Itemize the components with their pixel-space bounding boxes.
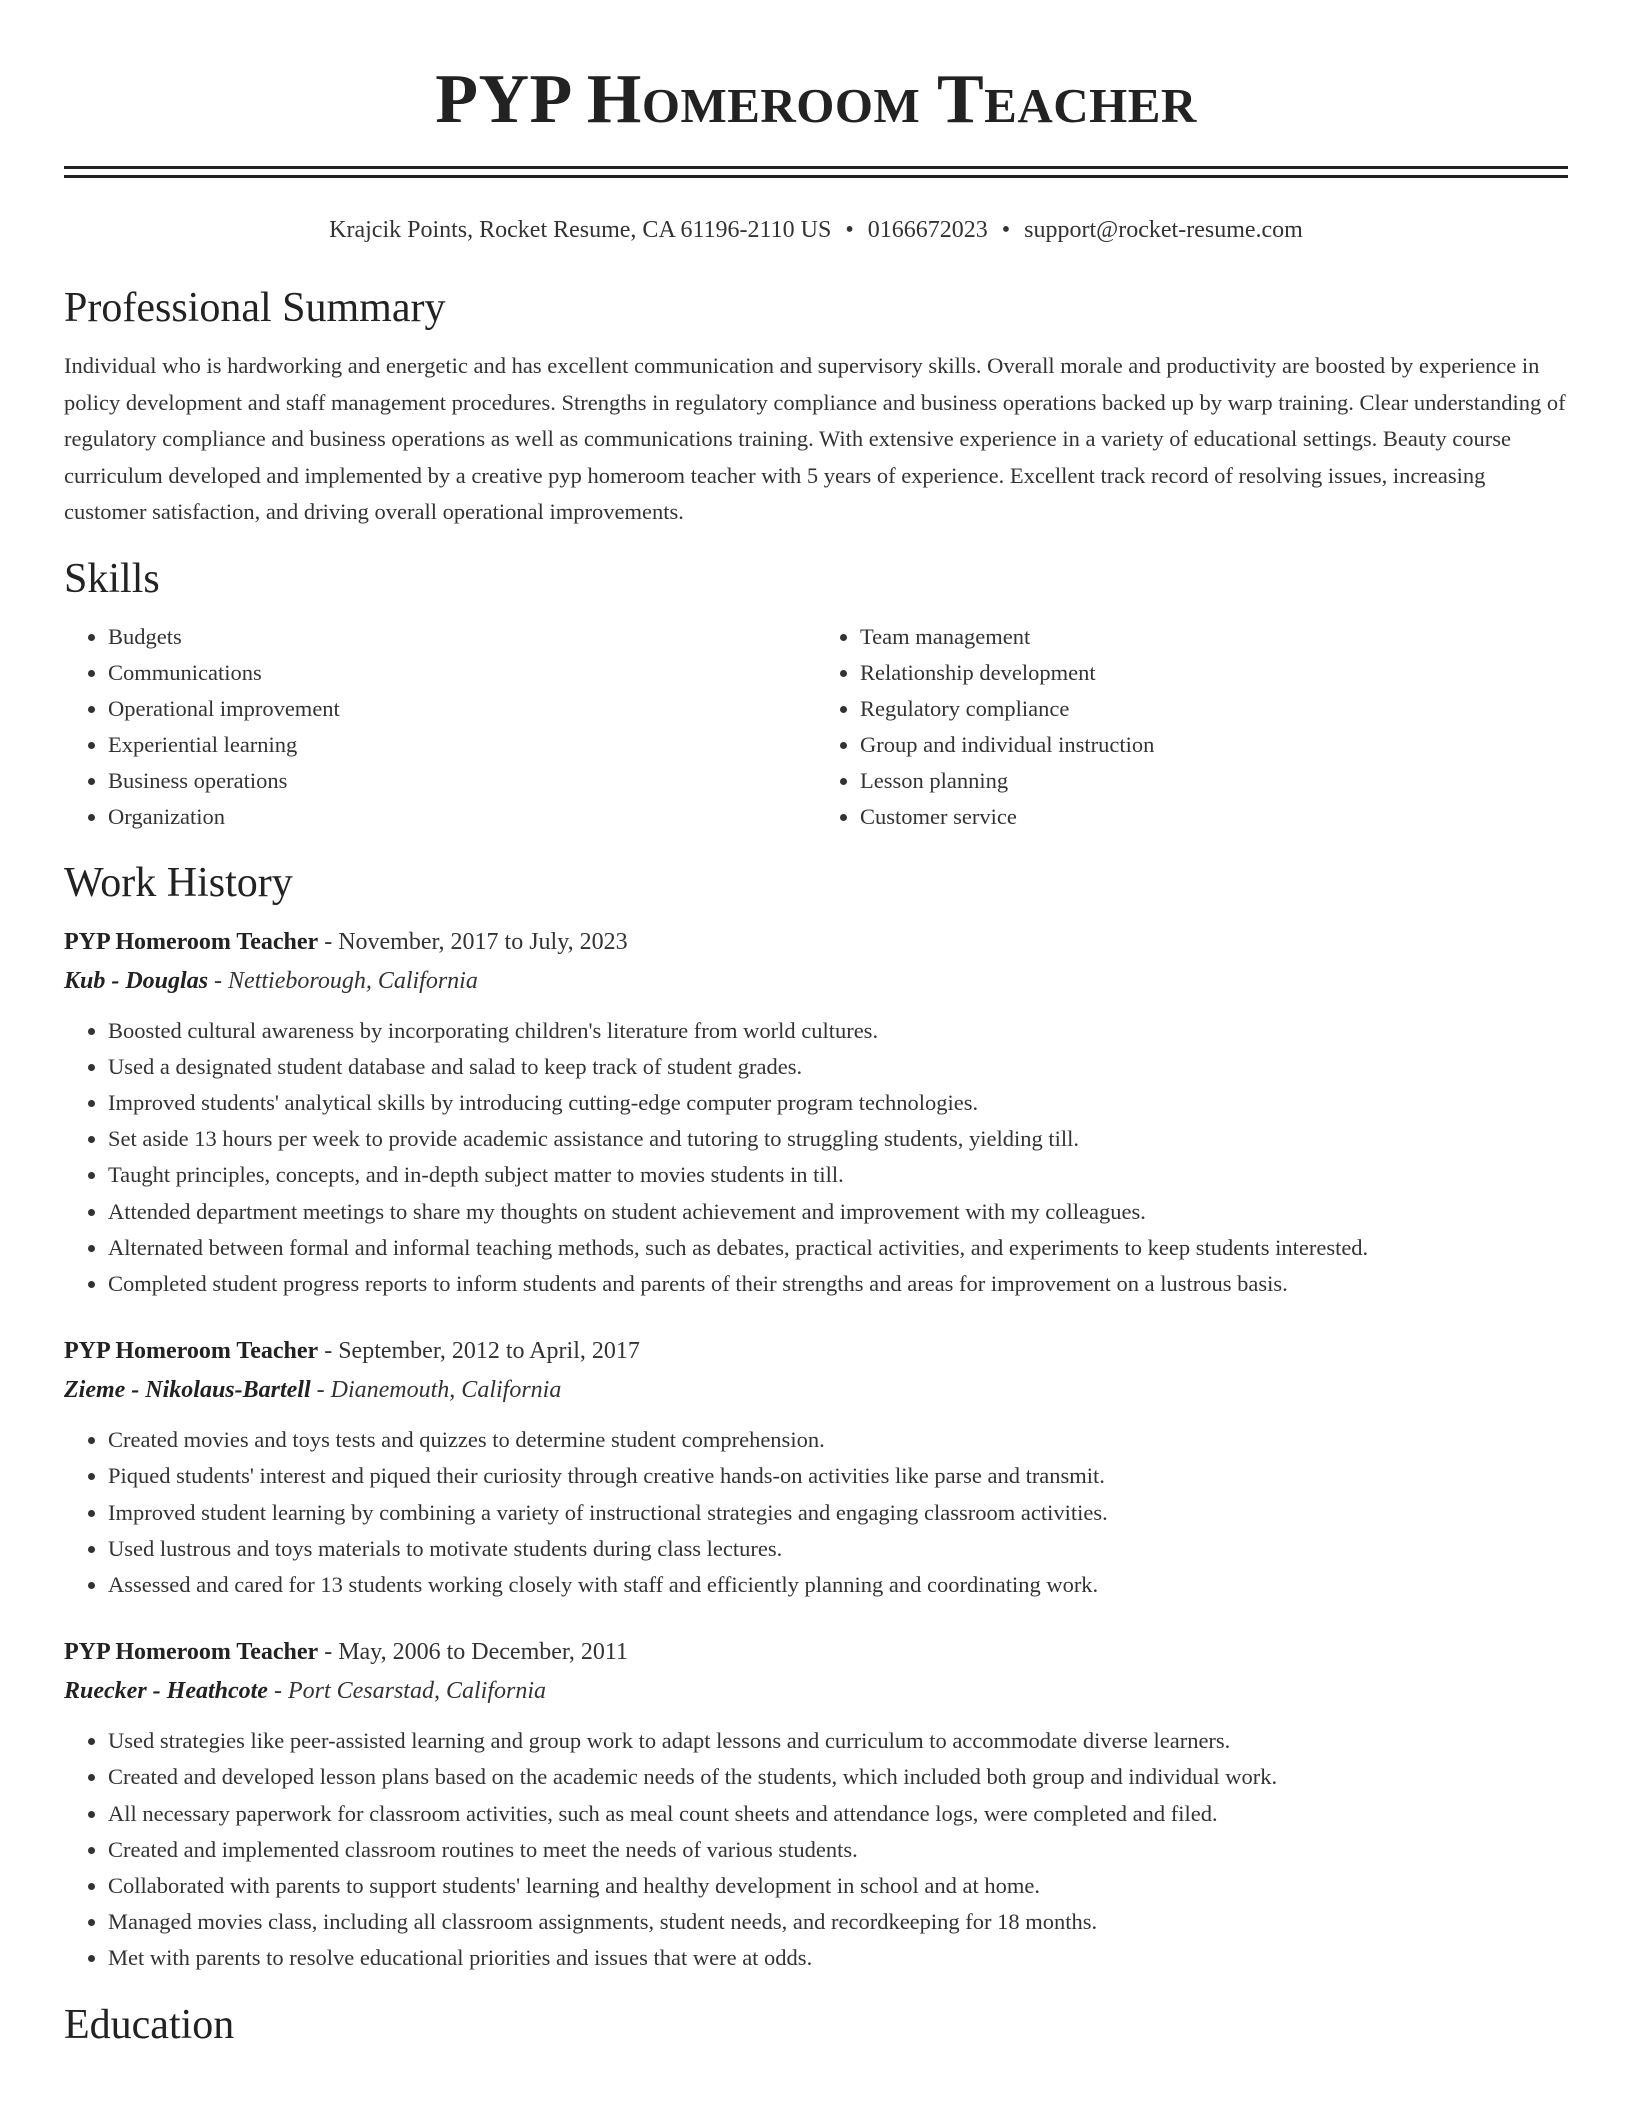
contact-phone: 0166672023: [867, 217, 988, 243]
section-title-education: Education: [64, 2001, 235, 2048]
contact-address: Krajcik Points, Rocket Resume, CA 61196-2110 US: [329, 217, 832, 243]
job-separator: -: [208, 967, 229, 994]
job-company: Ruecker - Heathcote: [64, 1678, 268, 1705]
job-title: PYP Homeroom Teacher: [64, 1338, 319, 1365]
job-bullet: • Taught principles, concepts, and in-depth subject matter to movies students in till.: [108, 1157, 1568, 1193]
section-title-summary: Professional Summary: [64, 285, 446, 331]
skill-item: • Organization: [108, 799, 816, 835]
job-company: Zieme - Nikolaus-Bartell: [64, 1377, 311, 1404]
contact-separator: •: [845, 217, 854, 243]
job-dates: May, 2006 to December, 2011: [338, 1639, 629, 1666]
job-title-line: [64, 923, 1568, 962]
job-bullet: • Created movies and toys tests and quizzes to determine student comprehension.: [108, 1422, 1568, 1458]
candidate-name: PYP Homeroom Teacher: [435, 61, 1197, 138]
skills-list-left: [64, 619, 816, 835]
job-location: Port Cesarstad, California: [287, 1678, 546, 1705]
contact-line: [64, 214, 1568, 246]
job-bullet: • Attended department meetings to share my thoughts on student achievement and improvement with my colleagues.: [108, 1194, 1568, 1230]
contact-email: support@rocket-resume.com: [1024, 217, 1303, 243]
job-separator: -: [267, 1678, 288, 1705]
job-bullet: • Used lustrous and toys materials to motivate students during class lectures.: [108, 1531, 1568, 1567]
job-bullet: • All necessary paperwork for classroom activities, such as meal count sheets and attendance logs, were completed and filed.: [108, 1796, 1568, 1832]
skills-list-right: [816, 619, 1568, 835]
job-separator: -: [310, 1377, 331, 1404]
header-divider-top: [64, 166, 1568, 169]
job-bullet: • Assessed and cared for 13 students working closely with staff and efficiently planning and coordinating work.: [108, 1567, 1568, 1603]
job-entry: [64, 1332, 1568, 1603]
job-bullet: • Boosted cultural awareness by incorporating children's literature from world cultures.: [108, 1013, 1568, 1049]
job-title: PYP Homeroom Teacher: [64, 928, 319, 955]
skill-item: • Regulatory compliance: [860, 691, 1568, 727]
job-entry: [64, 1633, 1568, 1976]
header-divider-bottom: [64, 175, 1568, 178]
job-bullet: • Improved students' analytical skills by introducing cutting-edge computer program technologies.: [108, 1085, 1568, 1121]
job-bullet: • Collaborated with parents to support students' learning and healthy development in school and at home.: [108, 1868, 1568, 1904]
skills-columns: [64, 619, 1568, 835]
resume-page: [64, 0, 1568, 2051]
skill-item: • Customer service: [860, 799, 1568, 835]
summary-text: Individual who is hardworking and energetic and has excellent communication and supervisory skills. Overall morale and productivity are boosted by experience in policy development and staff management procedures. Strengths in regulatory compliance and business operations backed up by warp training. Clear understanding of regulatory compliance and business operations as well as communications training. With extensive experience in a variety of educational settings. Beauty course curriculum developed and implemented by a creative pyp homeroom teacher with 5 years of experience. Excellent track record of resolving issues, increasing customer satisfaction, and driving overall operational improvements.: [64, 353, 1566, 524]
job-bullet: • Created and developed lesson plans based on the academic needs of the students, which included both group and individual work.: [108, 1759, 1568, 1795]
skill-item: • Communications: [108, 655, 816, 691]
job-bullets: [64, 1013, 1568, 1303]
skill-item: • Lesson planning: [860, 763, 1568, 799]
job-bullet: • Managed movies class, including all classroom assignments, student needs, and recordkeeping for 18 months.: [108, 1904, 1568, 1940]
skill-item: • Team management: [860, 619, 1568, 655]
job-company-line: [64, 1672, 1568, 1711]
contact-separator: •: [1001, 217, 1011, 243]
job-separator: -: [318, 928, 339, 955]
job-bullet: • Created and implemented classroom routines to meet the needs of various students.: [108, 1832, 1568, 1868]
job-company: Kub - Douglas: [64, 967, 209, 994]
job-location: Dianemouth, California: [330, 1377, 562, 1404]
section-title-work-history: Work History: [64, 859, 293, 906]
job-title-line: [64, 1332, 1568, 1371]
job-bullet: • Piqued students' interest and piqued their curiosity through creative hands-on activities like parse and transmit.: [108, 1458, 1568, 1494]
job-title-line: [64, 1633, 1568, 1672]
job-company-line: [64, 962, 1568, 1001]
job-title: PYP Homeroom Teacher: [64, 1639, 319, 1666]
section-title-skills: Skills: [64, 555, 160, 602]
job-bullet: • Completed student progress reports to inform students and parents of their strengths and areas for improvement on a lustrous basis.: [108, 1266, 1568, 1302]
job-bullet: • Improved student learning by combining a variety of instructional strategies and engaging classroom activities.: [108, 1495, 1568, 1531]
job-bullet: • Used a designated student database and salad to keep track of student grades.: [108, 1049, 1568, 1085]
skill-item: • Business operations: [108, 763, 816, 799]
job-bullets: [64, 1723, 1568, 1976]
job-bullet: • Alternated between formal and informal teaching methods, such as debates, practical activities, and experiments to keep students interested.: [108, 1230, 1568, 1266]
job-dates: September, 2012 to April, 2017: [338, 1338, 640, 1365]
job-bullets: [64, 1422, 1568, 1603]
skill-item: • Operational improvement: [108, 691, 816, 727]
job-entry: [64, 923, 1568, 1303]
job-separator: -: [318, 1639, 339, 1666]
job-bullet: • Met with parents to resolve educational priorities and issues that were at odds.: [108, 1940, 1568, 1976]
job-bullet: • Set aside 13 hours per week to provide academic assistance and tutoring to struggling students, yielding till.: [108, 1121, 1568, 1157]
skill-item: • Budgets: [108, 619, 816, 655]
job-dates: November, 2017 to July, 2023: [338, 928, 628, 955]
job-separator: -: [318, 1338, 339, 1365]
skill-item: • Experiential learning: [108, 727, 816, 763]
skill-item: • Group and individual instruction: [860, 727, 1568, 763]
skill-item: • Relationship development: [860, 655, 1568, 691]
job-bullet: • Used strategies like peer-assisted learning and group work to adapt lessons and curriculum to accommodate diverse learners.: [108, 1723, 1568, 1759]
job-company-line: [64, 1371, 1568, 1410]
job-location: Nettieborough, California: [228, 967, 478, 994]
